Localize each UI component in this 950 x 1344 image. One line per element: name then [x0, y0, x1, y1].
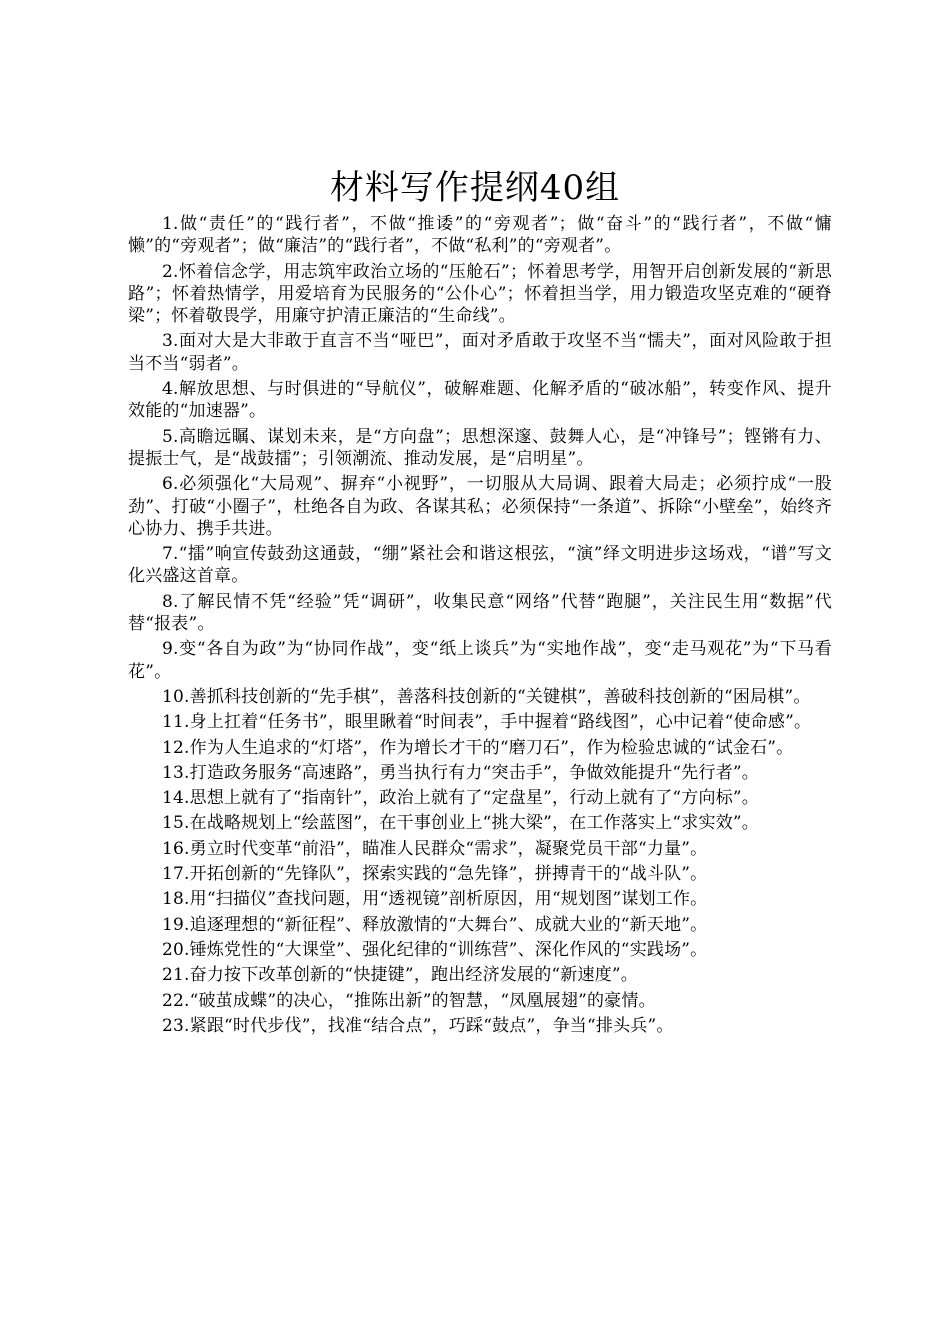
list-item: 17.开拓创新的“先锋队”，探索实践的“急先锋”，拼搏青干的“战斗队”。 [162, 864, 708, 885]
list-item: 11.身上扛着“任务书”，眼里瞅着“时间表”，手中握着“路线图”，心中记着“使命感”。 [162, 712, 812, 733]
list-item: 13.打造政务服务“高速路”，勇当执行有力“突击手”，争做效能提升“先行者”。 [162, 762, 759, 783]
list-item: 5.高瞻远瞩、谋划未来，是“方向盘”；思想深邃、鼓舞人心，是“冲锋号”；铿锵有力、提振士气，是“战鼓擂”；引领潮流、推动发展，是“启明星”。 [128, 426, 832, 469]
list-item: 10.善抓科技创新的“先手棋”，善落科技创新的“关键棋”，善破科技创新的“困局棋”。 [162, 686, 811, 707]
list-item: 12.作为人生追求的“灯塔”，作为增长才干的“磨刀石”，作为检验忠诚的“试金石”。 [162, 737, 794, 758]
list-item: 4.解放思想、与时俱进的“导航仪”，破解难题、化解矛盾的“破冰船”，转变作风、提升效能的“加速器”。 [128, 379, 832, 422]
list-item: 9.变“各自为政”为“协同作战”，变“纸上谈兵”为“实地作战”，变“走马观花”为“下马看花”。 [128, 639, 832, 682]
list-item: 2.怀着信念学，用志筑牢政治立场的“压舱石”；怀着思考学，用智开启创新发展的“新思路”；怀着热情学，用爱培育为民服务的“公仆心”；怀着担当学，用力锻造攻坚克难的“硬脊梁”；怀着敬畏学，用廉守护清正廉洁的“生命线”。 [128, 261, 832, 327]
list-item: 15.在战略规划上“绘蓝图”，在干事创业上“挑大梁”，在工作落实上“求实效”。 [162, 813, 759, 834]
list-item: 14.思想上就有了“指南针”，政治上就有了“定盘星”，行动上就有了“方向标”。 [162, 788, 759, 809]
list-item: 3.面对大是大非敢于直言不当“哑巴”，面对矛盾敢于攻坚不当“懦夫”，面对风险敢于担当不当“弱者”。 [128, 331, 832, 374]
list-item: 18.用“扫描仪”查找问题，用“透视镜”剖析原因，用“规划图”谋划工作。 [162, 889, 708, 910]
list-item: 8.了解民情不凭“经验”凭“调研”，收集民意“网络”代替“跑腿”，关注民生用“数据”代替“报表”。 [128, 591, 832, 635]
list-item: 16.勇立时代变革“前沿”，瞄准人民群众“需求”，凝聚党员干部“力量”。 [162, 838, 708, 859]
list-item: 20.锤炼党性的“大课堂”、强化纪律的“训练营”、深化作风的“实践场”。 [162, 939, 708, 960]
list-item: 22.“破茧成蝶”的决心，“推陈出新”的智慧，“凤凰展翅”的豪情。 [162, 990, 656, 1011]
list-item: 21.奋力按下改革创新的“快捷键”，跑出经济发展的“新速度”。 [162, 965, 638, 986]
list-item: 19.追逐理想的“新征程”、释放激情的“大舞台”、成就大业的“新天地”。 [162, 914, 708, 935]
document-title: 材料写作提纲40组 [329, 168, 621, 208]
list-item: 1.做“责任”的“践行者”，不做“推诿”的“旁观者”；做“奋斗”的“践行者”，不做“慵懒”的“旁观者”；做“廉洁”的“践行者”，不做“私利”的“旁观者”。 [128, 214, 832, 257]
document-body [128, 213, 832, 1040]
list-item: 6.必须强化“大局观”、摒弃“小视野”，一切服从大局调、跟着大局走；必须拧成“一股劲”、打破“小圈子”，杜绝各自为政、各谋其私；必须保持“一条道”、拆除“小壁垒”，始终齐心协力、携手共进。 [128, 474, 832, 539]
list-item: 23.紧跟“时代步伐”，找准“结合点”，巧踩“鼓点”，争当“排头兵”。 [162, 1015, 674, 1036]
list-item: 7.“擂”响宣传鼓劲这通鼓，“绷”紧社会和谐这根弦，“演”绎文明进步这场戏，“谱”写文化兴盛这首章。 [128, 544, 832, 587]
